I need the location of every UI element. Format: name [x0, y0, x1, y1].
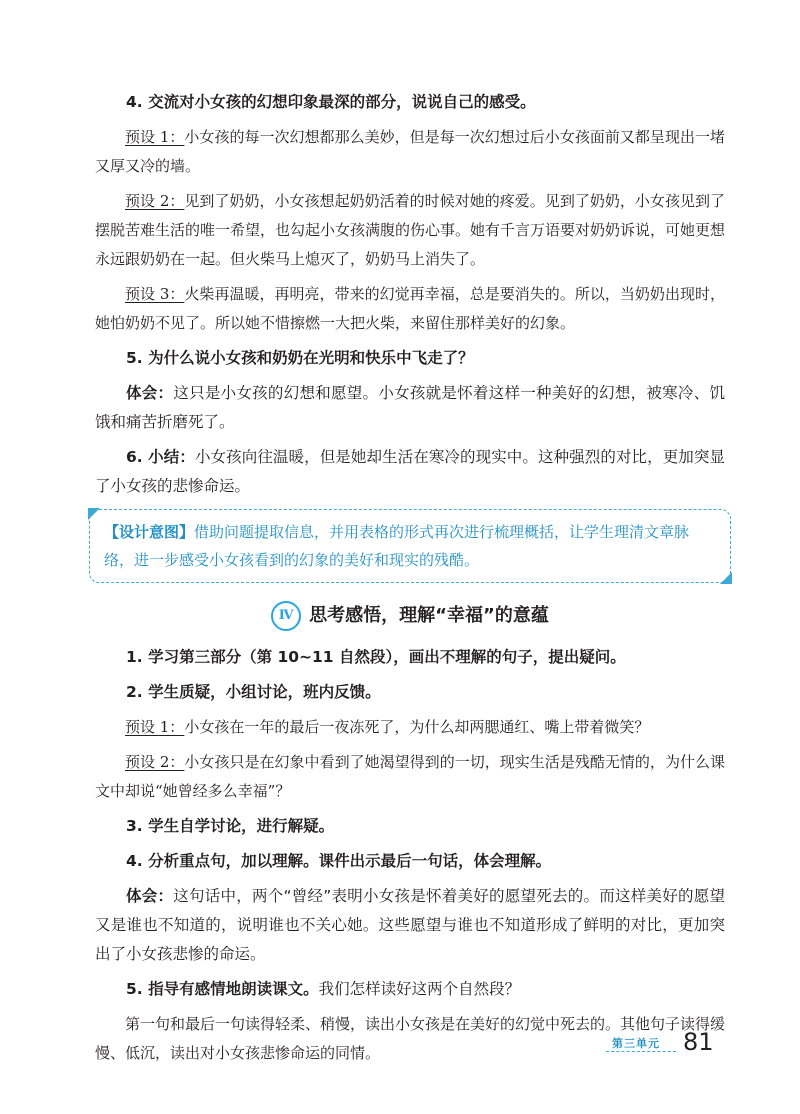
design-intent-tag: 【设计意图】: [104, 523, 195, 541]
box-corner-decoration: [88, 508, 100, 520]
step-5: [95, 975, 725, 1004]
step-2: 2. 学生质疑，小组讨论，班内反馈。: [126, 683, 381, 701]
step-preset-2: [95, 748, 725, 806]
reflection-1-text: 这只是小女孩的幻想和愿望。小女孩就是怀着这样一种美好的幻想，被寒冷、饥饿和痛苦折磨死了。: [95, 384, 725, 431]
preset-3-label: 预设 3：: [125, 285, 185, 303]
reflection-1-label: 体会：: [126, 384, 174, 402]
step-preset-1: [95, 713, 725, 742]
box-corner-decoration: [720, 572, 732, 584]
section-number-badge: Ⅳ: [271, 601, 301, 631]
design-intent-box: [89, 509, 731, 583]
design-intent-text: 借助问题提取信息，并用表格的形式再次进行梳理概括，让学生理清文章脉络，进一步感受小女孩看到的幻象的美好和现实的残酷。: [104, 523, 690, 569]
unit-label: 第三单元: [612, 1037, 660, 1050]
step-3: 3. 学生自学讨论，进行解疑。: [126, 817, 335, 835]
reflection-1: [95, 379, 725, 437]
preset-3: [95, 280, 725, 338]
reflection-2-label: 体会：: [126, 887, 174, 905]
step-preset-1-text: 小女孩在一年的最后一夜冻死了，为什么却两腮通红、嘴上带着微笑？: [184, 718, 650, 736]
step-1: 1. 学习第三部分（第 10~11 自然段），画出不理解的句子，提出疑问。: [126, 648, 626, 666]
reflection-2: [95, 882, 725, 969]
page-number: 81: [683, 1028, 714, 1056]
preset-2-label: 预设 2：: [125, 192, 185, 210]
section-title: 思考感悟，理解“幸福”的意蕴: [309, 605, 549, 626]
step-preset-2-text: 小女孩只是在幻象中看到了她渴望得到的一切，现实生活是残酷无情的，为什么课文中却说“她曾经多么幸福”？: [95, 753, 725, 800]
final-guidance: 第一句和最后一句读得轻柔、稍慢，读出小女孩是在美好的幻觉中死去的。其他句子读得缓慢、低沉，读出对小女孩悲惨命运的同情。: [95, 1015, 726, 1062]
preset-2: [95, 187, 725, 274]
step-5-label: 5. 指导有感情地朗读课文。: [126, 980, 319, 998]
question-4: 4. 交流对小女孩的幻想印象最深的部分，说说自己的感受。: [126, 93, 536, 111]
preset-1-text: 小女孩的每一次幻想都那么美妙，但是每一次幻想过后小女孩面前又都呈现出一堵又厚又冷的墙。: [95, 128, 725, 175]
section-heading: [95, 601, 725, 631]
preset-1-label: 预设 1：: [125, 128, 185, 146]
page-content: [95, 88, 725, 1074]
summary-label: 6. 小结：: [126, 448, 195, 466]
step-4: 4. 分析重点句，加以理解。课件出示最后一句话，体会理解。: [126, 852, 552, 870]
unit-underline: [606, 1051, 676, 1052]
preset-3-text: 火柴再温暖，再明亮，带来的幻觉再幸福，总是要消失的。所以，当奶奶出现时，她怕奶奶不见了。所以她不惜擦燃一大把火柴，来留住那样美好的幻象。: [95, 285, 725, 332]
question-5: 5. 为什么说小女孩和奶奶在光明和快乐中飞走了？: [126, 349, 474, 367]
summary: [95, 443, 725, 501]
preset-1: [95, 123, 725, 181]
summary-text: 小女孩向往温暖，但是她却生活在寒冷的现实中。这种强烈的对比，更加突显了小女孩的悲惨命运。: [95, 448, 725, 495]
reflection-2-text: 这句话中，两个“曾经”表明小女孩是怀着美好的愿望死去的。而这样美好的愿望又是谁也不知道的，说明谁也不关心她。这些愿望与谁也不知道形成了鲜明的对比，更加突出了小女孩悲惨的命运。: [95, 887, 725, 963]
step-5-text: 我们怎样读好这两个自然段？: [318, 980, 521, 998]
step-preset-1-label: 预设 1：: [125, 718, 185, 736]
preset-2-text: 见到了奶奶，小女孩想起奶奶活着的时候对她的疼爱。见到了奶奶，小女孩见到了摆脱苦难生活的唯一希望，也勾起小女孩满腹的伤心事。她有千言万语要对奶奶诉说，可她更想永远跟奶奶在一起。但火柴马上熄灭了，奶奶马上消失了。: [95, 192, 726, 268]
step-preset-2-label: 预设 2：: [125, 753, 185, 771]
